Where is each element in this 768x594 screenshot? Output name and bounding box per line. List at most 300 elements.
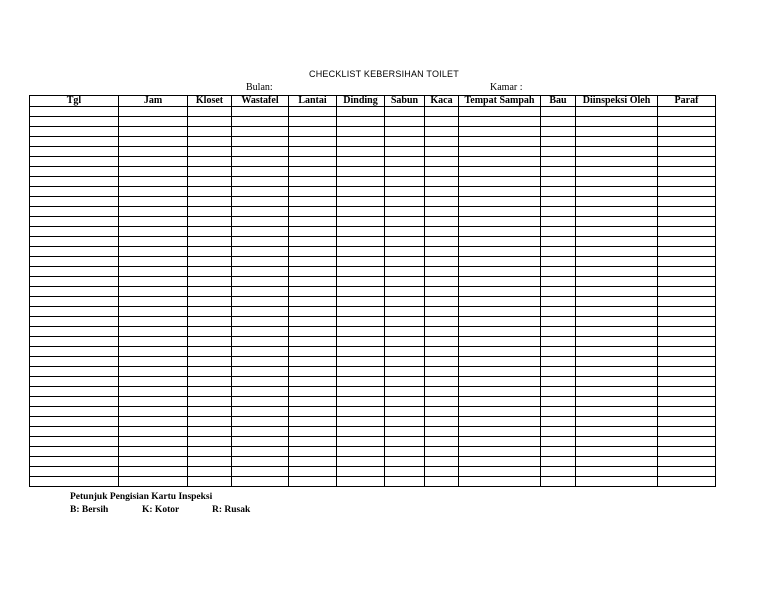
table-cell[interactable]	[289, 197, 337, 207]
table-cell[interactable]	[385, 477, 425, 487]
table-cell[interactable]	[289, 457, 337, 467]
table-cell[interactable]	[425, 437, 459, 447]
table-cell[interactable]	[658, 377, 716, 387]
table-cell[interactable]	[425, 207, 459, 217]
table-cell[interactable]	[289, 287, 337, 297]
table-cell[interactable]	[289, 157, 337, 167]
table-cell[interactable]	[459, 327, 541, 337]
table-cell[interactable]	[425, 117, 459, 127]
table-cell[interactable]	[30, 367, 119, 377]
table-cell[interactable]	[541, 387, 576, 397]
table-cell[interactable]	[385, 287, 425, 297]
table-cell[interactable]	[337, 317, 385, 327]
table-cell[interactable]	[541, 397, 576, 407]
table-cell[interactable]	[30, 277, 119, 287]
table-cell[interactable]	[188, 247, 232, 257]
table-cell[interactable]	[337, 117, 385, 127]
table-cell[interactable]	[576, 307, 658, 317]
table-cell[interactable]	[232, 217, 289, 227]
table-cell[interactable]	[576, 377, 658, 387]
table-cell[interactable]	[385, 337, 425, 347]
table-cell[interactable]	[385, 437, 425, 447]
table-cell[interactable]	[459, 287, 541, 297]
table-cell[interactable]	[385, 327, 425, 337]
table-cell[interactable]	[576, 247, 658, 257]
table-cell[interactable]	[385, 107, 425, 117]
table-cell[interactable]	[576, 227, 658, 237]
table-cell[interactable]	[385, 277, 425, 287]
table-cell[interactable]	[385, 397, 425, 407]
table-cell[interactable]	[385, 317, 425, 327]
table-cell[interactable]	[459, 357, 541, 367]
table-cell[interactable]	[30, 467, 119, 477]
table-cell[interactable]	[119, 137, 188, 147]
table-cell[interactable]	[385, 347, 425, 357]
table-cell[interactable]	[337, 307, 385, 317]
table-cell[interactable]	[30, 137, 119, 147]
table-cell[interactable]	[337, 197, 385, 207]
table-cell[interactable]	[658, 197, 716, 207]
table-cell[interactable]	[385, 307, 425, 317]
table-cell[interactable]	[425, 147, 459, 157]
table-cell[interactable]	[232, 417, 289, 427]
table-cell[interactable]	[119, 107, 188, 117]
table-cell[interactable]	[459, 107, 541, 117]
table-cell[interactable]	[232, 237, 289, 247]
table-cell[interactable]	[289, 217, 337, 227]
table-cell[interactable]	[425, 267, 459, 277]
table-cell[interactable]	[188, 337, 232, 347]
table-cell[interactable]	[232, 117, 289, 127]
table-cell[interactable]	[459, 477, 541, 487]
table-cell[interactable]	[541, 427, 576, 437]
table-cell[interactable]	[425, 347, 459, 357]
table-cell[interactable]	[30, 167, 119, 177]
table-cell[interactable]	[232, 437, 289, 447]
table-cell[interactable]	[232, 287, 289, 297]
table-cell[interactable]	[188, 287, 232, 297]
table-cell[interactable]	[30, 117, 119, 127]
table-cell[interactable]	[459, 457, 541, 467]
table-cell[interactable]	[119, 317, 188, 327]
table-cell[interactable]	[337, 177, 385, 187]
table-cell[interactable]	[576, 347, 658, 357]
table-cell[interactable]	[658, 327, 716, 337]
table-cell[interactable]	[576, 197, 658, 207]
table-cell[interactable]	[658, 187, 716, 197]
table-cell[interactable]	[232, 327, 289, 337]
table-cell[interactable]	[459, 467, 541, 477]
table-cell[interactable]	[188, 227, 232, 237]
table-cell[interactable]	[188, 107, 232, 117]
table-cell[interactable]	[658, 367, 716, 377]
table-cell[interactable]	[385, 247, 425, 257]
table-cell[interactable]	[541, 137, 576, 147]
table-cell[interactable]	[119, 187, 188, 197]
table-cell[interactable]	[188, 367, 232, 377]
table-cell[interactable]	[385, 367, 425, 377]
table-cell[interactable]	[188, 197, 232, 207]
table-cell[interactable]	[385, 297, 425, 307]
table-cell[interactable]	[119, 167, 188, 177]
table-cell[interactable]	[425, 227, 459, 237]
table-cell[interactable]	[459, 237, 541, 247]
table-cell[interactable]	[337, 477, 385, 487]
table-cell[interactable]	[576, 137, 658, 147]
table-cell[interactable]	[30, 377, 119, 387]
table-cell[interactable]	[30, 447, 119, 457]
table-cell[interactable]	[459, 257, 541, 267]
table-cell[interactable]	[289, 477, 337, 487]
table-cell[interactable]	[385, 177, 425, 187]
table-cell[interactable]	[658, 257, 716, 267]
table-cell[interactable]	[232, 267, 289, 277]
table-cell[interactable]	[541, 297, 576, 307]
table-cell[interactable]	[425, 377, 459, 387]
table-cell[interactable]	[119, 357, 188, 367]
table-cell[interactable]	[337, 147, 385, 157]
table-cell[interactable]	[289, 167, 337, 177]
table-cell[interactable]	[119, 427, 188, 437]
table-cell[interactable]	[232, 177, 289, 187]
table-cell[interactable]	[425, 277, 459, 287]
table-cell[interactable]	[289, 277, 337, 287]
table-cell[interactable]	[188, 127, 232, 137]
table-cell[interactable]	[188, 437, 232, 447]
table-cell[interactable]	[459, 337, 541, 347]
table-cell[interactable]	[337, 437, 385, 447]
table-cell[interactable]	[30, 387, 119, 397]
table-cell[interactable]	[188, 177, 232, 187]
table-cell[interactable]	[188, 117, 232, 127]
table-cell[interactable]	[188, 307, 232, 317]
table-cell[interactable]	[541, 197, 576, 207]
table-cell[interactable]	[289, 407, 337, 417]
table-cell[interactable]	[459, 367, 541, 377]
table-cell[interactable]	[289, 187, 337, 197]
table-cell[interactable]	[658, 417, 716, 427]
table-cell[interactable]	[119, 347, 188, 357]
table-cell[interactable]	[188, 147, 232, 157]
table-cell[interactable]	[289, 267, 337, 277]
table-cell[interactable]	[576, 217, 658, 227]
table-cell[interactable]	[188, 327, 232, 337]
table-cell[interactable]	[188, 447, 232, 457]
table-cell[interactable]	[232, 147, 289, 157]
table-cell[interactable]	[541, 277, 576, 287]
table-cell[interactable]	[30, 257, 119, 267]
table-cell[interactable]	[541, 447, 576, 457]
table-cell[interactable]	[541, 167, 576, 177]
table-cell[interactable]	[425, 357, 459, 367]
table-cell[interactable]	[425, 157, 459, 167]
table-cell[interactable]	[337, 297, 385, 307]
table-cell[interactable]	[541, 217, 576, 227]
table-cell[interactable]	[188, 407, 232, 417]
table-cell[interactable]	[658, 177, 716, 187]
table-cell[interactable]	[232, 187, 289, 197]
table-cell[interactable]	[289, 147, 337, 157]
table-cell[interactable]	[30, 397, 119, 407]
table-cell[interactable]	[188, 317, 232, 327]
table-cell[interactable]	[119, 417, 188, 427]
table-cell[interactable]	[30, 417, 119, 427]
table-cell[interactable]	[385, 257, 425, 267]
table-cell[interactable]	[541, 347, 576, 357]
table-cell[interactable]	[30, 287, 119, 297]
table-cell[interactable]	[119, 277, 188, 287]
table-cell[interactable]	[232, 447, 289, 457]
table-cell[interactable]	[541, 417, 576, 427]
table-cell[interactable]	[30, 237, 119, 247]
table-cell[interactable]	[188, 357, 232, 367]
table-cell[interactable]	[337, 377, 385, 387]
table-cell[interactable]	[459, 137, 541, 147]
table-cell[interactable]	[119, 227, 188, 237]
table-cell[interactable]	[385, 467, 425, 477]
table-cell[interactable]	[289, 437, 337, 447]
table-cell[interactable]	[337, 267, 385, 277]
table-cell[interactable]	[30, 457, 119, 467]
table-cell[interactable]	[232, 387, 289, 397]
table-cell[interactable]	[289, 417, 337, 427]
table-cell[interactable]	[119, 407, 188, 417]
table-cell[interactable]	[119, 287, 188, 297]
table-cell[interactable]	[658, 387, 716, 397]
table-cell[interactable]	[541, 117, 576, 127]
table-cell[interactable]	[337, 447, 385, 457]
table-cell[interactable]	[232, 457, 289, 467]
table-cell[interactable]	[658, 337, 716, 347]
table-cell[interactable]	[658, 117, 716, 127]
table-cell[interactable]	[289, 327, 337, 337]
table-cell[interactable]	[337, 107, 385, 117]
table-cell[interactable]	[30, 107, 119, 117]
table-cell[interactable]	[459, 117, 541, 127]
table-cell[interactable]	[337, 217, 385, 227]
table-cell[interactable]	[459, 397, 541, 407]
table-cell[interactable]	[459, 167, 541, 177]
table-cell[interactable]	[658, 347, 716, 357]
table-cell[interactable]	[232, 107, 289, 117]
table-cell[interactable]	[425, 457, 459, 467]
table-cell[interactable]	[541, 267, 576, 277]
table-cell[interactable]	[541, 317, 576, 327]
table-cell[interactable]	[541, 337, 576, 347]
table-cell[interactable]	[232, 377, 289, 387]
table-cell[interactable]	[658, 217, 716, 227]
table-cell[interactable]	[576, 177, 658, 187]
table-cell[interactable]	[337, 347, 385, 357]
table-cell[interactable]	[459, 417, 541, 427]
table-cell[interactable]	[188, 417, 232, 427]
table-cell[interactable]	[425, 397, 459, 407]
table-cell[interactable]	[385, 127, 425, 137]
table-cell[interactable]	[576, 327, 658, 337]
table-cell[interactable]	[337, 417, 385, 427]
table-cell[interactable]	[425, 467, 459, 477]
table-cell[interactable]	[576, 207, 658, 217]
table-cell[interactable]	[30, 437, 119, 447]
table-cell[interactable]	[576, 367, 658, 377]
table-cell[interactable]	[459, 267, 541, 277]
table-cell[interactable]	[289, 317, 337, 327]
table-cell[interactable]	[576, 397, 658, 407]
table-cell[interactable]	[658, 147, 716, 157]
table-cell[interactable]	[188, 297, 232, 307]
table-cell[interactable]	[658, 317, 716, 327]
table-cell[interactable]	[337, 277, 385, 287]
table-cell[interactable]	[459, 297, 541, 307]
table-cell[interactable]	[30, 187, 119, 197]
table-cell[interactable]	[541, 467, 576, 477]
table-cell[interactable]	[289, 397, 337, 407]
table-cell[interactable]	[459, 377, 541, 387]
table-cell[interactable]	[337, 287, 385, 297]
table-cell[interactable]	[119, 387, 188, 397]
table-cell[interactable]	[425, 447, 459, 457]
table-cell[interactable]	[289, 117, 337, 127]
table-cell[interactable]	[576, 187, 658, 197]
table-cell[interactable]	[289, 297, 337, 307]
table-cell[interactable]	[119, 257, 188, 267]
table-cell[interactable]	[385, 357, 425, 367]
table-cell[interactable]	[658, 427, 716, 437]
table-cell[interactable]	[232, 477, 289, 487]
table-cell[interactable]	[119, 127, 188, 137]
table-cell[interactable]	[289, 367, 337, 377]
table-cell[interactable]	[576, 107, 658, 117]
table-cell[interactable]	[232, 357, 289, 367]
table-cell[interactable]	[30, 147, 119, 157]
table-cell[interactable]	[576, 337, 658, 347]
table-cell[interactable]	[576, 357, 658, 367]
table-cell[interactable]	[385, 457, 425, 467]
table-cell[interactable]	[119, 467, 188, 477]
table-cell[interactable]	[459, 227, 541, 237]
table-cell[interactable]	[385, 167, 425, 177]
table-cell[interactable]	[30, 297, 119, 307]
table-cell[interactable]	[459, 247, 541, 257]
table-cell[interactable]	[337, 157, 385, 167]
table-cell[interactable]	[459, 127, 541, 137]
table-cell[interactable]	[541, 127, 576, 137]
table-cell[interactable]	[425, 107, 459, 117]
table-cell[interactable]	[459, 407, 541, 417]
table-cell[interactable]	[119, 327, 188, 337]
table-cell[interactable]	[658, 107, 716, 117]
table-cell[interactable]	[425, 167, 459, 177]
table-cell[interactable]	[30, 177, 119, 187]
table-cell[interactable]	[459, 347, 541, 357]
table-cell[interactable]	[385, 417, 425, 427]
table-cell[interactable]	[576, 457, 658, 467]
table-cell[interactable]	[337, 357, 385, 367]
table-cell[interactable]	[289, 247, 337, 257]
table-cell[interactable]	[232, 247, 289, 257]
table-cell[interactable]	[188, 237, 232, 247]
table-cell[interactable]	[541, 157, 576, 167]
table-cell[interactable]	[289, 377, 337, 387]
table-cell[interactable]	[119, 437, 188, 447]
table-cell[interactable]	[188, 257, 232, 267]
table-cell[interactable]	[289, 207, 337, 217]
table-cell[interactable]	[459, 217, 541, 227]
table-cell[interactable]	[232, 407, 289, 417]
table-cell[interactable]	[337, 137, 385, 147]
table-cell[interactable]	[425, 307, 459, 317]
table-cell[interactable]	[385, 427, 425, 437]
table-cell[interactable]	[188, 397, 232, 407]
table-cell[interactable]	[119, 267, 188, 277]
table-cell[interactable]	[188, 267, 232, 277]
table-cell[interactable]	[30, 267, 119, 277]
table-cell[interactable]	[119, 247, 188, 257]
table-cell[interactable]	[541, 357, 576, 367]
table-cell[interactable]	[232, 397, 289, 407]
table-cell[interactable]	[541, 107, 576, 117]
table-cell[interactable]	[30, 307, 119, 317]
table-cell[interactable]	[289, 127, 337, 137]
table-cell[interactable]	[425, 427, 459, 437]
table-cell[interactable]	[541, 237, 576, 247]
table-cell[interactable]	[385, 447, 425, 457]
table-cell[interactable]	[30, 227, 119, 237]
table-cell[interactable]	[337, 227, 385, 237]
table-cell[interactable]	[337, 457, 385, 467]
table-cell[interactable]	[541, 247, 576, 257]
table-cell[interactable]	[232, 297, 289, 307]
table-cell[interactable]	[289, 347, 337, 357]
table-cell[interactable]	[425, 247, 459, 257]
table-cell[interactable]	[576, 277, 658, 287]
table-cell[interactable]	[119, 297, 188, 307]
table-cell[interactable]	[119, 237, 188, 247]
table-cell[interactable]	[576, 427, 658, 437]
table-cell[interactable]	[232, 277, 289, 287]
table-cell[interactable]	[541, 307, 576, 317]
table-cell[interactable]	[541, 187, 576, 197]
table-cell[interactable]	[541, 437, 576, 447]
table-cell[interactable]	[385, 117, 425, 127]
table-cell[interactable]	[30, 157, 119, 167]
table-cell[interactable]	[541, 257, 576, 267]
table-cell[interactable]	[337, 237, 385, 247]
table-cell[interactable]	[576, 257, 658, 267]
table-cell[interactable]	[459, 177, 541, 187]
table-cell[interactable]	[188, 377, 232, 387]
table-cell[interactable]	[337, 257, 385, 267]
table-cell[interactable]	[232, 307, 289, 317]
table-cell[interactable]	[425, 477, 459, 487]
table-cell[interactable]	[232, 347, 289, 357]
table-cell[interactable]	[30, 217, 119, 227]
table-cell[interactable]	[232, 207, 289, 217]
table-cell[interactable]	[385, 377, 425, 387]
table-cell[interactable]	[30, 207, 119, 217]
table-cell[interactable]	[658, 457, 716, 467]
table-cell[interactable]	[658, 167, 716, 177]
table-cell[interactable]	[289, 237, 337, 247]
table-cell[interactable]	[385, 227, 425, 237]
table-cell[interactable]	[119, 337, 188, 347]
table-cell[interactable]	[337, 427, 385, 437]
table-cell[interactable]	[576, 237, 658, 247]
table-cell[interactable]	[30, 337, 119, 347]
table-cell[interactable]	[576, 167, 658, 177]
table-cell[interactable]	[576, 147, 658, 157]
table-cell[interactable]	[541, 327, 576, 337]
